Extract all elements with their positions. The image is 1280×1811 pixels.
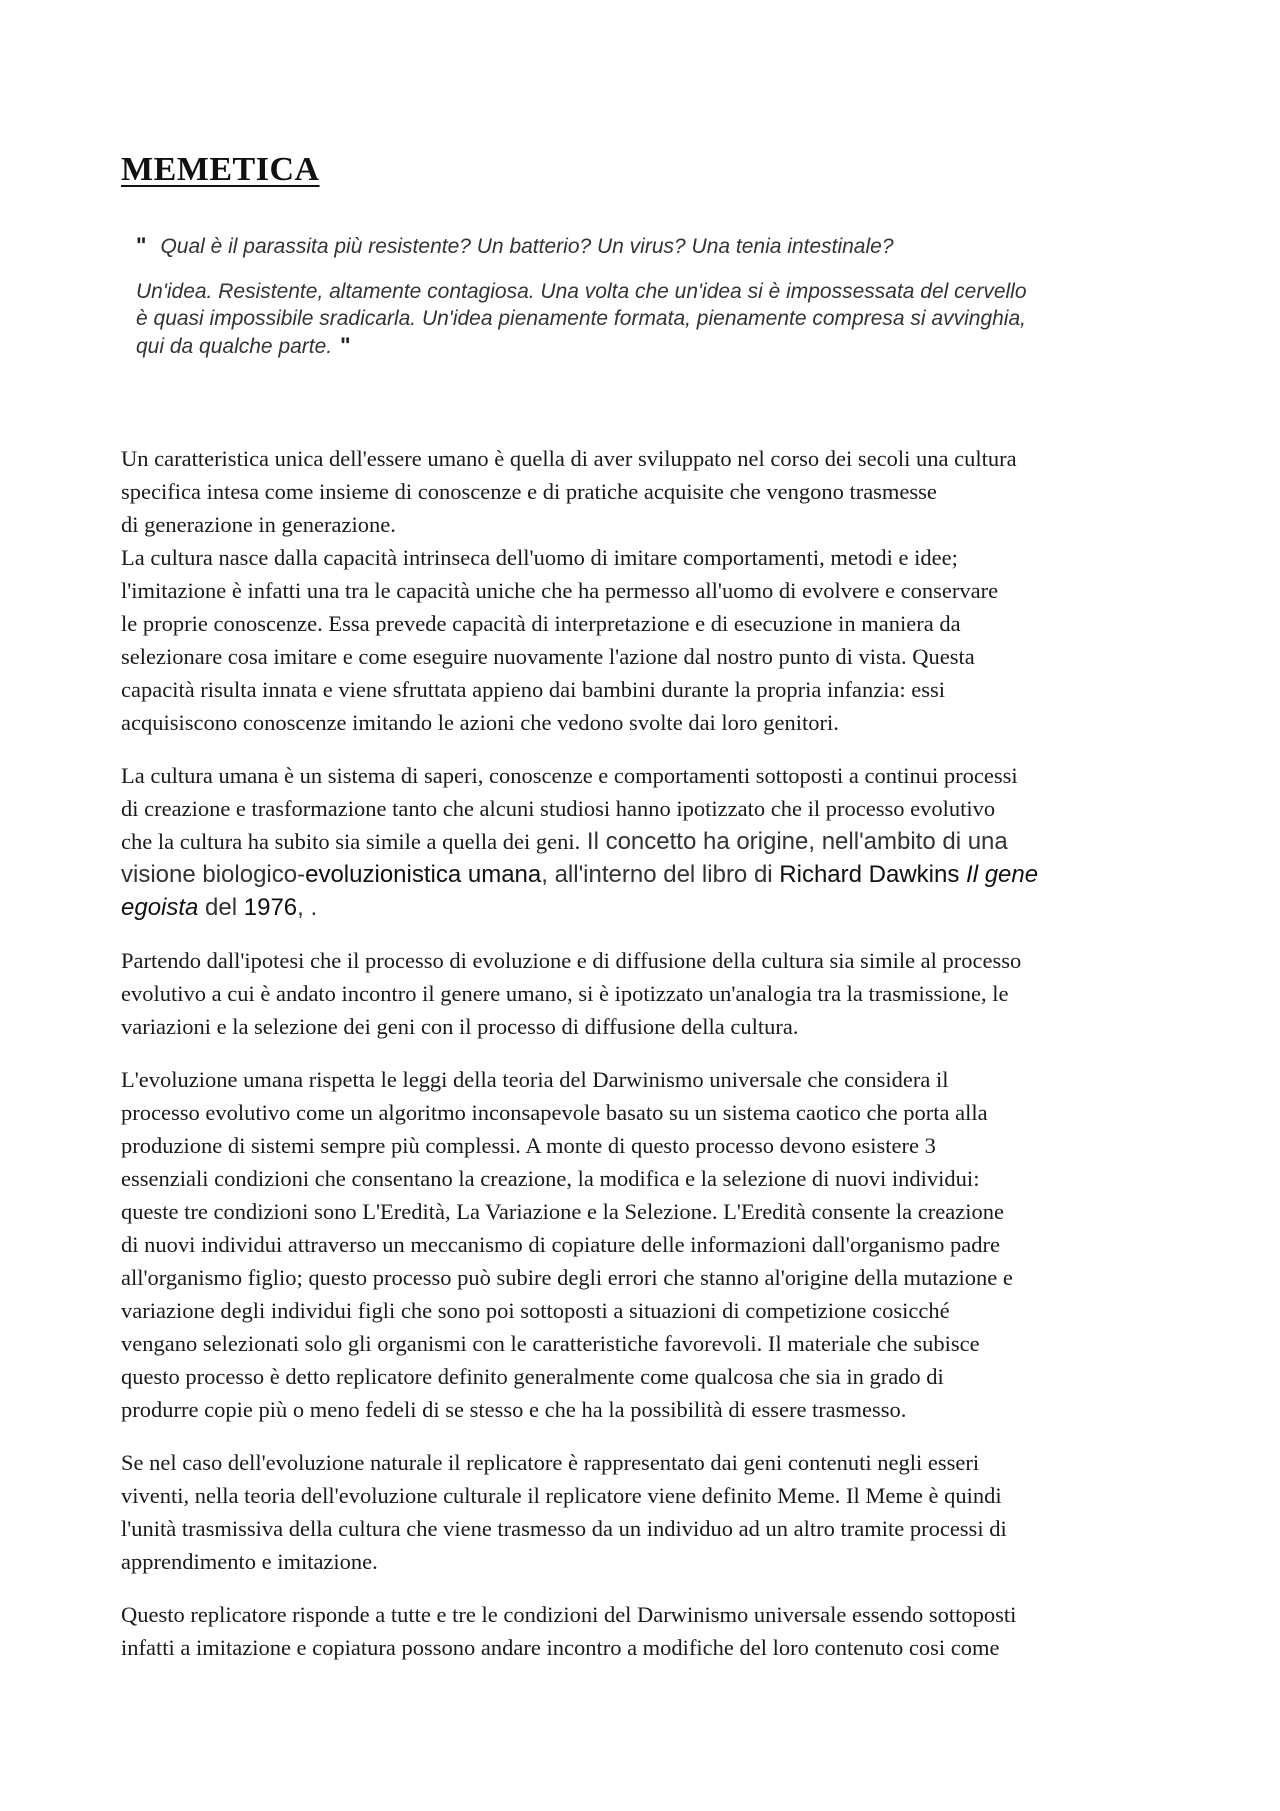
- quote-line: [136, 332, 1156, 360]
- paragraph-5: [121, 1446, 1171, 1578]
- text-line: Se nel caso dell'evoluzione naturale il replicatore è rappresentato dai geni contenuti negli esseri: [121, 1450, 980, 1475]
- paragraph-1: [121, 442, 1171, 739]
- quote-line: [136, 232, 1156, 260]
- text-line: all'organismo figlio; questo processo può subire degli errori che stanno al'origine della mutazione e: [121, 1265, 1013, 1290]
- text-line: [121, 825, 1171, 858]
- text-line: produrre copie più o meno fedeli di se stesso e che ha la possibilità di essere trasmesso.: [121, 1397, 907, 1422]
- text-line: specifica intesa come insieme di conoscenze e di pratiche acquisite che vengono trasmesse: [121, 479, 937, 504]
- text-line: evolutivo a cui è andato incontro il genere umano, si è ipotizzato un'analogia tra la trasmissione, le: [121, 981, 1009, 1006]
- text-segment: , .: [297, 894, 318, 921]
- text-segment: del: [198, 894, 244, 921]
- text-line: acquisiscono conoscenze imitando le azioni che vedono svolte dai loro genitori.: [121, 710, 839, 735]
- text-line: l'unità trasmissiva della cultura che viene trasmesso da un individuo ad un altro tramite processi di: [121, 1516, 1007, 1541]
- text-line: di nuovi individui attraverso un meccanismo di copiature delle informazioni dall'organismo padre: [121, 1232, 1001, 1257]
- text-line: di generazione in generazione.: [121, 512, 396, 537]
- text-line: Partendo dall'ipotesi che il processo di evoluzione e di diffusione della cultura sia simile al processo: [121, 948, 1022, 973]
- quote-line: Un'idea. Resistente, altamente contagiosa. Una volta che un'idea si è impossessata del cervello: [136, 280, 1027, 303]
- text-line: La cultura umana è un sistema di saperi, conoscenze e comportamenti sottoposti a continui processi: [121, 763, 1018, 788]
- text-line: [121, 858, 1171, 891]
- text-line: Questo replicatore risponde a tutte e tre le condizioni del Darwinismo universale essendo sottoposti: [121, 1602, 1017, 1627]
- text-segment: visione biologico-: [121, 861, 306, 888]
- text-line: le proprie conoscenze. Essa prevede capacità di interpretazione e di esecuzione in maniera da: [121, 611, 961, 636]
- text-segment: Il concetto ha origine, nell'ambito di una: [580, 828, 1008, 855]
- text-line: infatti a imitazione e copiatura possono andare incontro a modifiche del loro contenuto cosi come: [121, 1635, 1000, 1660]
- text-line: L'evoluzione umana rispetta le leggi della teoria del Darwinismo universale che considera il: [121, 1067, 949, 1092]
- text-line: vengano selezionati solo gli organismi con le caratteristiche favorevoli. Il materiale che subisce: [121, 1331, 980, 1356]
- link-text: Richard Dawkins: [779, 861, 960, 888]
- text-line: di creazione e trasformazione tanto che alcuni studiosi hanno ipotizzato che il processo evolutivo: [121, 796, 996, 821]
- text-segment: , all'interno del libro di: [541, 861, 780, 888]
- link-text: 1976: [243, 894, 298, 921]
- text-line: apprendimento e imitazione.: [121, 1549, 378, 1574]
- quote-line: è quasi impossibile sradicarla. Un'idea pienamente formata, pienamente compresa si avvinghia,: [136, 307, 1026, 330]
- paragraph-3: [121, 944, 1171, 1043]
- quote-text: Qual è il parassita più resistente? Un batterio? Un virus? Una tenia intestinale?: [160, 235, 894, 258]
- text-line: capacità risulta innata e viene sfruttata appieno dai bambini durante la propria infanzia: essi: [121, 677, 946, 702]
- text-line: produzione di sistemi sempre più complessi. A monte di questo processo devono esistere 3: [121, 1133, 936, 1158]
- text-line: essenziali condizioni che consentano la creazione, la modifica e la selezione di nuovi individui:: [121, 1166, 980, 1191]
- text-line: [121, 891, 1171, 924]
- text-line: processo evolutivo come un algoritmo inconsapevole basato su un sistema caotico che porta alla: [121, 1100, 988, 1125]
- book-title: Il gene: [959, 861, 1039, 888]
- document-title: MEMETICA: [121, 151, 320, 188]
- paragraph-4: [121, 1063, 1171, 1426]
- opening-quote: [136, 232, 1156, 360]
- text-line: variazioni e la selezione dei geni con il processo di diffusione della cultura.: [121, 1014, 799, 1039]
- text-line: viventi, nella teoria dell'evoluzione culturale il replicatore viene definito Meme. Il Meme è quindi: [121, 1483, 1002, 1508]
- text-line: queste tre condizioni sono L'Eredità, La Variazione e la Selezione. L'Eredità consente la creazione: [121, 1199, 1004, 1224]
- text-line: l'imitazione è infatti una tra le capacità uniche che ha permesso all'uomo di evolvere e conservare: [121, 578, 999, 603]
- open-quote-mark: ": [136, 233, 147, 258]
- paragraph-6: [121, 1598, 1171, 1664]
- text-line: Un caratteristica unica dell'essere umano è quella di aver sviluppato nel corso dei secoli una cultura: [121, 446, 1017, 471]
- text-line: selezionare cosa imitare e come eseguire nuovamente l'azione dal nostro punto di vista. Questa: [121, 644, 975, 669]
- close-quote-mark: ": [340, 333, 351, 358]
- text-line: variazione degli individui figli che sono poi sottoposti a situazioni di competizione cosicché: [121, 1298, 950, 1323]
- book-title: egoista: [121, 894, 199, 921]
- text-line: La cultura nasce dalla capacità intrinseca dell'uomo di imitare comportamenti, metodi e idee;: [121, 545, 958, 570]
- link-text: evoluzionistica umana: [305, 861, 542, 888]
- text-segment: che la cultura ha subito sia simile a quella dei geni.: [121, 829, 581, 854]
- quote-text: qui da qualche parte.: [136, 335, 333, 358]
- text-line: questo processo è detto replicatore definito generalmente come qualcosa che sia in grado di: [121, 1364, 944, 1389]
- document-body: [121, 442, 1171, 1684]
- paragraph-2: [121, 759, 1171, 924]
